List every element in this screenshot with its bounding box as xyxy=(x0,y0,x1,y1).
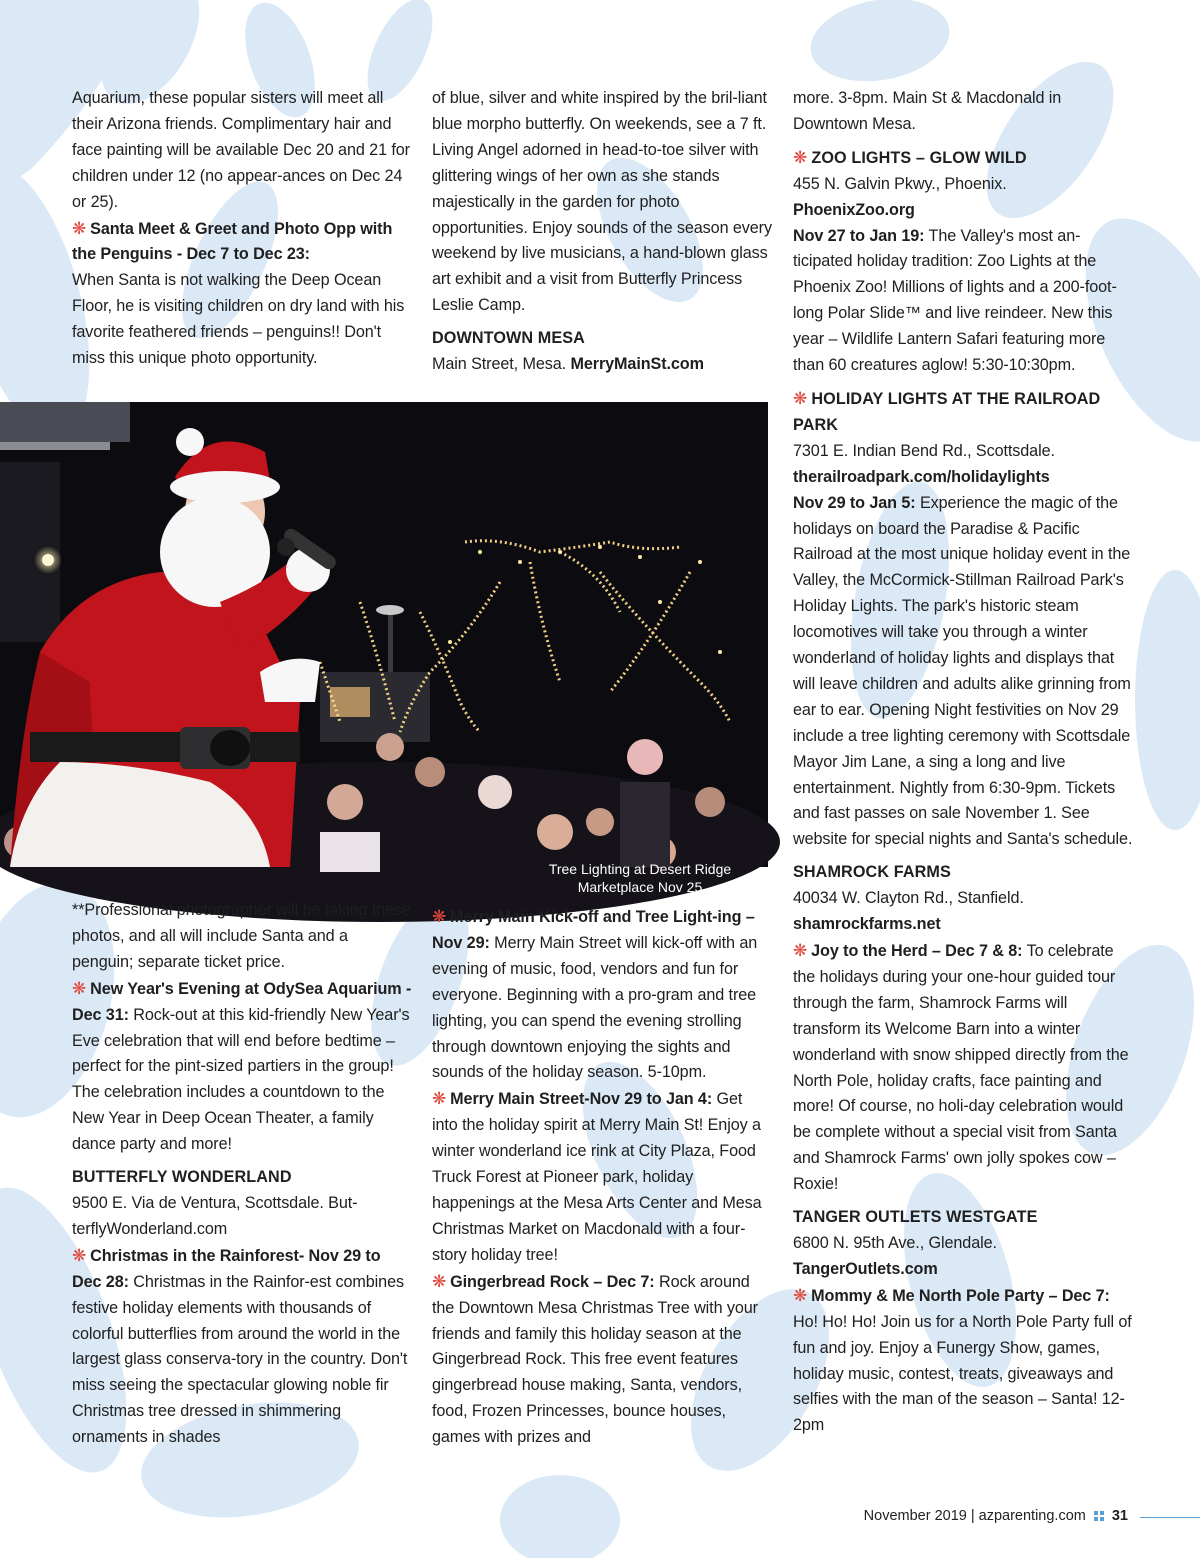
event-listing xyxy=(432,1269,772,1451)
event-title: Merry Main Kick-off and Tree Light-ing – Nov 29: xyxy=(432,908,755,952)
venue-address xyxy=(432,352,772,378)
page-footer xyxy=(864,1508,1128,1524)
event-title: Santa Meet & Greet and Photo Opp with the Penguins - Dec 7 to Dec 23: xyxy=(72,219,393,264)
event-body: To celebrate the holidays during your one-hour guided tour through the farm, Shamrock Farms will transform its Welcome Barn into a winter wonderland with snow shipped directly from the North Pole, holiday crafts, face painting and more! Of course, no holi-day celebration would be complete without a special visit from Santa and Shamrock Farms' own jolly spokes cow – Roxie! xyxy=(793,942,1129,1194)
santa-photo xyxy=(0,402,768,895)
event-title: New Year's Evening at OdySea Aquarium - Dec 31: xyxy=(72,979,412,1024)
event-body: Christmas in the Rainfor-est combines festive holiday elements with thousands of colorful butterflies from around the world in the largest glass conserva-tory in the country. Don't miss seeing the spectacular glowing noble fir Christmas tree dressed in shimmering ornaments in shades xyxy=(72,1272,408,1447)
snowflake-icon: ❋ xyxy=(432,1089,447,1109)
section-heading xyxy=(793,386,1138,439)
venue-link[interactable]: shamrockfarms.net xyxy=(793,915,941,934)
event-description: When Santa is not walking the Deep Ocean Floor, he is visiting children on dry land with his favorite feathered friends – penguins!! Don't miss this unique photo opportunity. xyxy=(72,271,405,368)
section-heading: DOWNTOWN MESA xyxy=(432,329,585,348)
snowflake-icon: ❋ xyxy=(72,1245,87,1265)
event-title: Merry Main Street-Nov 29 to Jan 4: xyxy=(450,1090,713,1109)
event-body: Get into the holiday spirit at Merry Main St! Enjoy a winter wonderland ice rink at City Plaza, Food Truck Forest at Pioneer park, holiday happenings at the Mesa Arts Center and Mesa Christmas Market on Macdonald with a four-story holiday tree! xyxy=(432,1090,762,1264)
section-heading xyxy=(793,145,1138,172)
venue-link[interactable]: PhoenixZoo.org xyxy=(793,200,915,219)
venue-address: 40034 W. Clayton Rd., Stanfield. xyxy=(793,889,1024,908)
event-dates: Nov 27 to Jan 19: xyxy=(793,226,925,245)
column-1-top xyxy=(72,86,412,372)
event-description xyxy=(793,224,1138,379)
event-listing xyxy=(432,904,772,1086)
snowflake-icon: ❋ xyxy=(72,978,87,998)
column-2-bottom xyxy=(432,904,772,1451)
event-listing xyxy=(72,976,412,1158)
event-title: Joy to the Herd – Dec 7 & 8: xyxy=(811,942,1023,960)
snowflake-icon: ❋ xyxy=(793,1285,808,1305)
event-body: Merry Main Street will kick-off with an evening of music, food, vendors and fun for everyone. Beginning with a pro-gram and tree lighting, you can spend the evening strolling through downtown enjoying the sights and sounds of the holiday season. 5-10pm. xyxy=(432,933,758,1082)
venue-link[interactable]: therailroadpark.com/holidaylights xyxy=(793,467,1050,486)
address-text: Main Street, Mesa. xyxy=(432,355,571,374)
paragraph: Aquarium, these popular sisters will meet all their Arizona friends. Complimentary hair and face painting will be available Dec 20 and 21 for children under 12 (no appear-ances on Dec 24 or 25). xyxy=(72,89,410,211)
paragraph: of blue, silver and white inspired by the bril-liant blue morpho butterfly. On weekends, see a 7 ft. Living Angel adorned in head-to-toe silver with glittering wings of her own as she stands majestically in the garden for photo opportunities. Enjoy sounds of the season every weekend by live musicians, a hand-blown glass art exhibit and a visit from Butterfly Princess Leslie Camp. xyxy=(432,89,772,315)
event-title: Mommy & Me North Pole Party – Dec 7: xyxy=(811,1286,1110,1305)
snowflake-icon: ❋ xyxy=(793,941,808,960)
snowflake-icon: ❋ xyxy=(793,388,808,408)
event-title: Gingerbread Rock – Dec 7: xyxy=(450,1272,655,1291)
venue-address: 455 N. Galvin Pkwy., Phoenix. xyxy=(793,174,1007,193)
event-listing xyxy=(72,216,412,269)
event-listing xyxy=(72,1243,412,1451)
column-2-top xyxy=(432,86,772,378)
heading-text: ZOO LIGHTS – GLOW WILD xyxy=(811,148,1027,167)
venue-address: 6800 N. 95th Ave., Glendale. xyxy=(793,1233,997,1252)
section-heading: SHAMROCK FARMS xyxy=(793,863,951,882)
event-listing xyxy=(793,1283,1138,1439)
venue-link[interactable]: TangerOutlets.com xyxy=(793,1259,938,1278)
footer-rule xyxy=(1140,1517,1200,1518)
venue-link[interactable]: MerryMainSt.com xyxy=(570,355,704,374)
section-heading: BUTTERFLY WONDERLAND xyxy=(72,1168,292,1187)
event-description xyxy=(793,491,1138,854)
snowflake-icon: ❋ xyxy=(432,907,447,926)
snowflake-icon: ❋ xyxy=(72,218,87,238)
snowflake-icon: ❋ xyxy=(432,1271,447,1291)
photo-caption: Tree Lighting at Desert Ridge Marketplace Nov 25 xyxy=(548,861,732,895)
page-number: 31 xyxy=(1111,1508,1128,1524)
event-dates: Nov 29 to Jan 5: xyxy=(793,493,916,512)
venue-address: 9500 E. Via de Ventura, Scottsdale. But-terflyWonderland.com xyxy=(72,1193,358,1238)
grid-dots-icon xyxy=(1094,1511,1104,1521)
heading-text: HOLIDAY LIGHTS AT THE RAILROAD PARK xyxy=(793,389,1101,434)
event-body: Ho! Ho! Ho! Join us for a North Pole Party full of fun and joy. Enjoy a Funergy Show, games, holiday music, contest, treats, giveaways and selfies with the man of the season – Santa! 12-2pm xyxy=(793,1312,1132,1435)
section-heading: TANGER OUTLETS WESTGATE xyxy=(793,1208,1038,1227)
snowflake-icon: ❋ xyxy=(793,147,808,167)
paragraph: **Professional photographer will be taking these photos, and all will include Santa and a penguin; separate ticket price. xyxy=(72,901,411,971)
event-body: The Valley's most an-ticipated holiday tradition: Zoo Lights at the Phoenix Zoo! Millions of lights and a 200-foot-long Polar Slide™ and live reindeer. New this year – Wildlife Lantern Safari featuring more than 60 creatures aglow! 5:30-10:30pm. xyxy=(793,226,1117,375)
event-body: Experience the magic of the holidays on board the Paradise & Pacific Railroad at the most unique holiday event in the Valley, the McCormick-Stillman Railroad Park's Holiday Lights. The park's historic steam locomotives will take you through a winter wonderland of holiday lights and displays that will leave children and adults alike grinning from ear to ear. Opening Night festivities on Nov 29 include a tree lighting ceremony with Scottsdale Mayor Jim Lane, a sing a long and live entertainment. Nightly from 6:30-9pm. Tickets and fast passes on sale November 1. See website for special nights and Santa's schedule. xyxy=(793,493,1133,849)
event-title: Christmas in the Rainforest- Nov 29 to Dec 28: xyxy=(72,1246,381,1291)
event-body: Rock around the Downtown Mesa Christmas Tree with your friends and family this holiday season at the Gingerbread Rock. This free event features gingerbread house making, Santa, vendors, food, Frozen Princesses, bounce houses, games with prizes and xyxy=(432,1272,758,1447)
event-body: Rock-out at this kid-friendly New Year's Eve celebration that will end before bedtime – perfect for the pint-sized partiers in the group! The celebration includes a countdown to the New Year in Deep Ocean Theater, a family dance party and more! xyxy=(72,1005,410,1154)
event-listing xyxy=(793,938,1138,1198)
photo-illustration xyxy=(0,402,768,867)
footer-issue: November 2019 | azparenting.com xyxy=(863,1508,1086,1524)
paragraph: more. 3-8pm. Main St & Macdonald in Downtown Mesa. xyxy=(793,89,1062,133)
venue-address: 7301 E. Indian Bend Rd., Scottsdale. xyxy=(793,441,1055,460)
column-3 xyxy=(793,86,1138,1439)
event-listing xyxy=(432,1086,772,1268)
column-1-bottom xyxy=(72,898,412,1451)
